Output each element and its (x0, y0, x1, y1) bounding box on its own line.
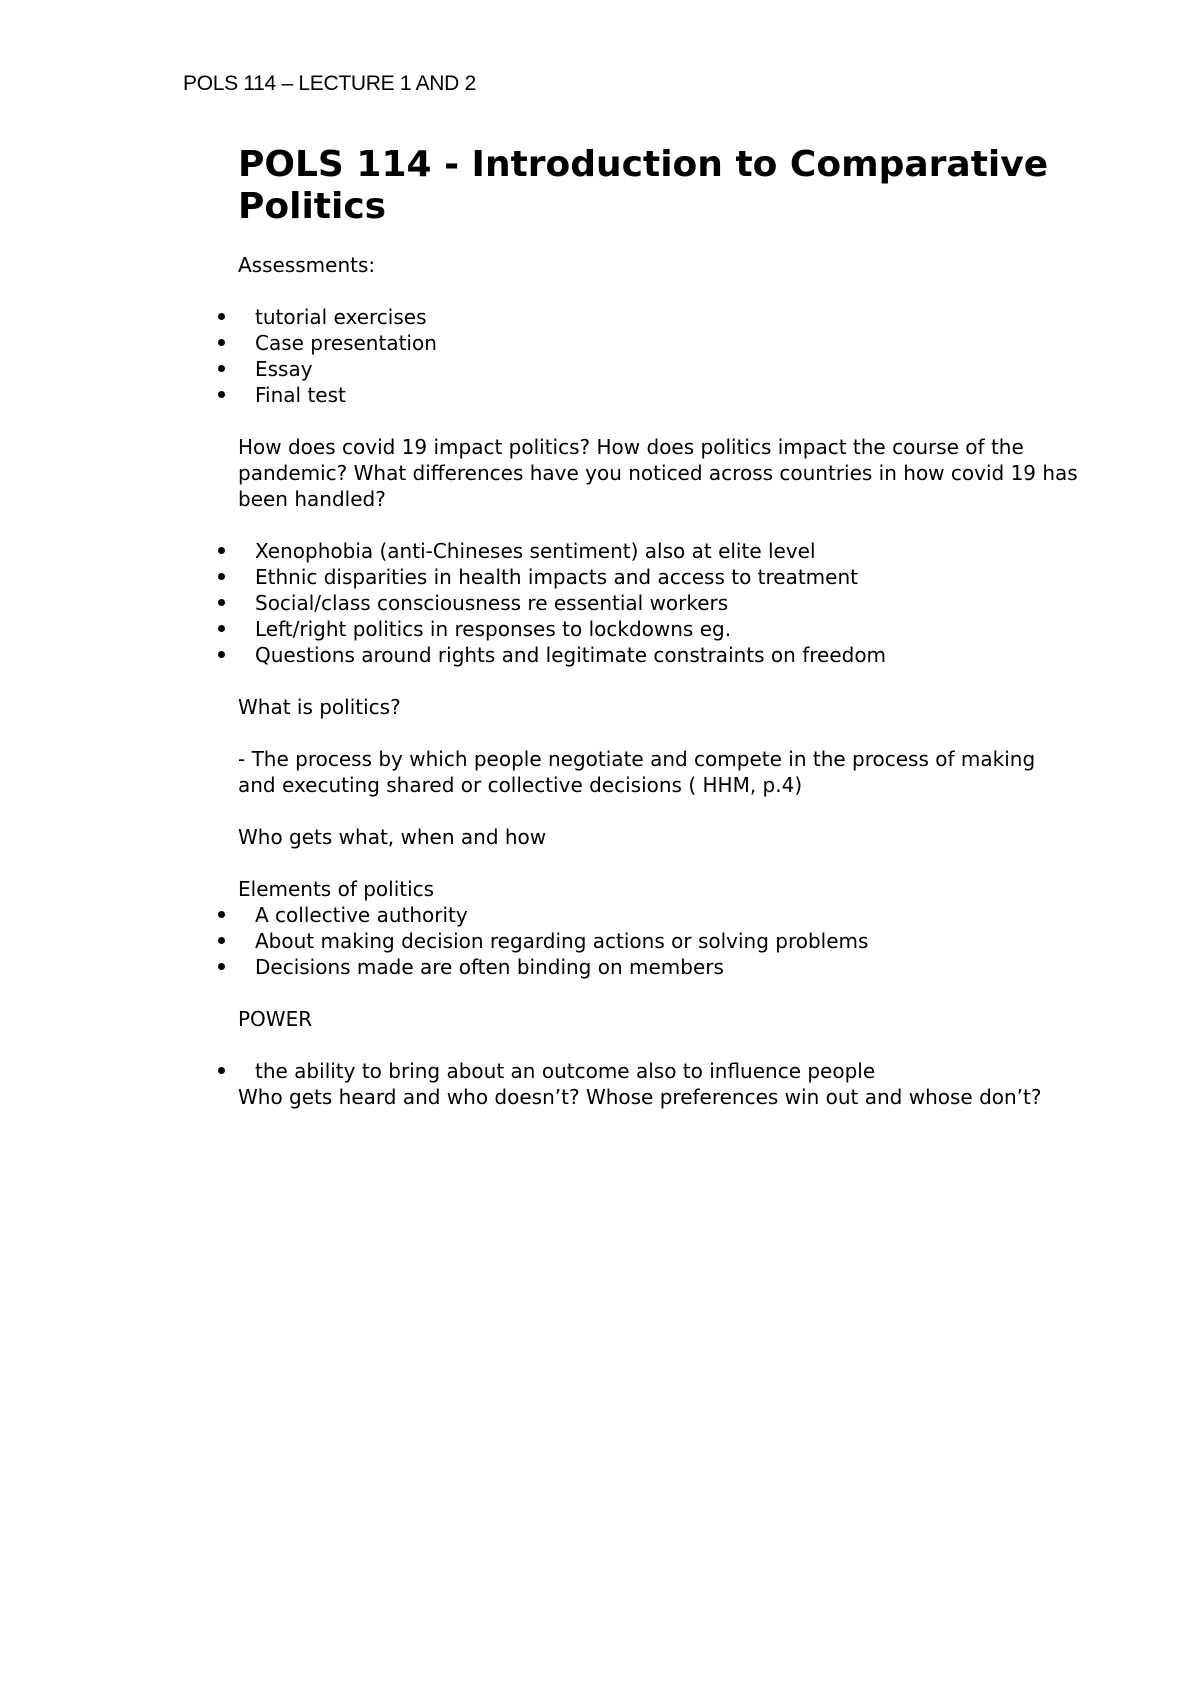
bullet-icon (218, 937, 225, 944)
power-list (238, 1058, 1078, 1084)
list-item: tutorial exercises (238, 304, 1078, 330)
power-label: POWER (238, 1007, 313, 1031)
bullet-icon (218, 547, 225, 554)
bullet-icon (218, 651, 225, 658)
list-item: the ability to bring about an outcome also to influence people (238, 1058, 1078, 1084)
list-item: Case presentation (238, 330, 1078, 356)
list-item: Social/class consciousness re essential workers (238, 590, 1078, 616)
document-body (238, 144, 1078, 1136)
elements-list (238, 902, 1078, 980)
list-item: Decisions made are often binding on members (238, 954, 1078, 980)
bullet-icon (218, 625, 225, 632)
assessments-list (238, 304, 1078, 408)
politics-question: What is politics? (238, 695, 401, 719)
bullet-icon (218, 391, 225, 398)
covid-list (238, 538, 1078, 668)
list-item: Final test (238, 382, 1078, 408)
bullet-icon (218, 365, 225, 372)
list-item: Left/right politics in responses to lockdowns eg. (238, 616, 1078, 642)
politics-tagline: Who gets what, when and how (238, 825, 547, 849)
covid-question: How does covid 19 impact politics? How does politics impact the course of the pandemic? What differences have you noticed across countries in how covid 19 has been handled? (238, 435, 1078, 511)
bullet-icon (218, 599, 225, 606)
bullet-icon (218, 339, 225, 346)
list-item: Essay (238, 356, 1078, 382)
list-item: Xenophobia (anti-Chineses sentiment) also at elite level (238, 538, 1078, 564)
politics-definition: - The process by which people negotiate and compete in the process of making and executing shared or collective decisions ( HHM, p.4) (238, 747, 1036, 797)
elements-label: Elements of politics (238, 877, 435, 901)
bullet-icon (218, 573, 225, 580)
bullet-icon (218, 963, 225, 970)
power-followup: Who gets heard and who doesn’t? Whose preferences win out and whose don’t? (238, 1085, 1042, 1109)
document-title: POLS 114 - Introduction to Comparative Politics (238, 144, 1049, 227)
list-item: About making decision regarding actions or solving problems (238, 928, 1078, 954)
bullet-icon (218, 1067, 225, 1074)
page-header: POLS 114 – LECTURE 1 AND 2 (183, 72, 476, 95)
list-item: Ethnic disparities in health impacts and access to treatment (238, 564, 1078, 590)
bullet-icon (218, 911, 225, 918)
assessments-label: Assessments: (238, 253, 376, 277)
list-item: Questions around rights and legitimate constraints on freedom (238, 642, 1078, 668)
bullet-icon (218, 313, 225, 320)
list-item: A collective authority (238, 902, 1078, 928)
